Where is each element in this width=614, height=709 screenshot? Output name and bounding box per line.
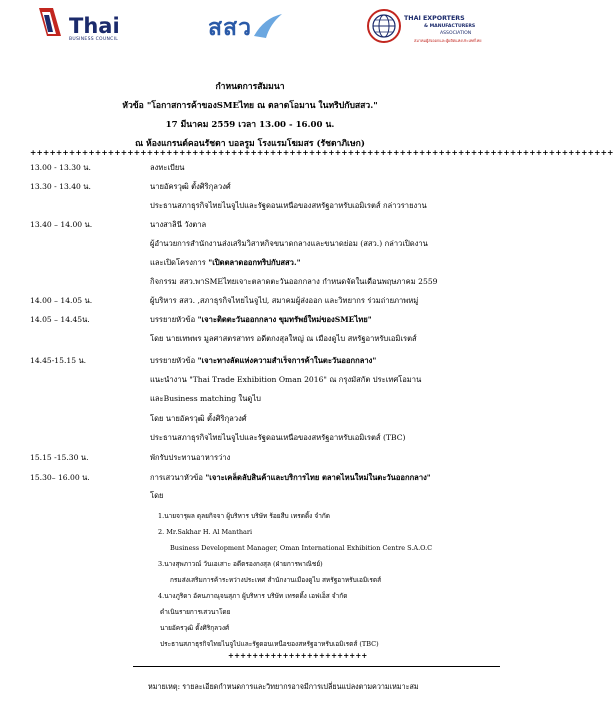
panel-item: Business Development Manager, Oman International Exhibition Centre S.A.O.C [170,544,433,552]
agenda-desc-text: บรรยายหัวข้อ [150,315,196,324]
agenda-time: 13.00 - 13.30 น. [30,163,91,172]
agenda-desc: ประธานสภาธุรกิจไทยไนจูไปและรัฐดอนเหนือของสหรัฐอาหรับเอมิเรตส์ (TBC) [150,433,406,442]
te-line2: & MANUFACTURERS [424,24,476,29]
agenda-time: 13.40 – 14.00 น. [30,220,93,229]
agenda-desc-bold: "เจาะทางลัดแห่งความสำเร็จการค้าในตะวันออกกลาง" [197,356,377,365]
title-line-3: 17 มีนาคม 2559 เวลา 13.00 - 16.00 น. [165,120,335,130]
agenda-desc-text: ณ กรุงมัสกัต ประเทศโอมาน [329,375,422,384]
agenda-desc: โดย นายอัครวุฒิ ตั้งศิริกุลวงศ์ [150,414,247,423]
thai-business-council-logo [35,6,155,46]
panel-item: นายอัครวุฒิ ตั้งศิริกุลวงศ์ [160,624,230,632]
agenda-time: 15.15 -15.30 น. [30,453,89,462]
panel-item: 2. Mr.Sakhar H. Al Manthari [158,528,253,536]
agenda-desc: โดย [150,491,164,500]
thai-logo-subtitle: BUSINESS COUNCIL [69,37,119,42]
agenda-time: 14.45-15.15 น. [30,356,87,365]
agenda-time: 15.30– 16.00 น. [30,473,90,482]
osmep-wordmark: สสว [208,15,252,41]
agenda-desc-text: การเสวนาหัวข้อ [150,473,203,482]
te-line4: สมาคมผู้ส่งออกและผู้ผลิตแห่งประเทศไทย [414,38,482,43]
title-line-4: ณ ห้องแกรนด์คอนรัชดา บอลรูม โรงแรมโฆมสร (รัชดาภิเษก) [135,139,365,149]
footer-divider [133,666,500,667]
agenda-desc-bold: "เปิดตลาดออกทริปกับสสว." [208,258,301,267]
panel-item: 4.นางภูริดา อัคนภาณุจนสุภา ผู้บริหาร บริษัท เทรดดิ้ง เอฟเอ็ส จำกัด [158,592,348,600]
agenda-time: 14.05 – 14.45น. [30,315,90,324]
agenda-desc: นายอัครวุฒิ ตั้งศิริกุลวงศ์ [150,182,231,191]
agenda-desc: ประธานสภาธุรกิจไทยไนจูไปและรัฐดอนเหนือของสหรัฐอาหรับเอมิเรตส์ กล่าวรายงาน [150,201,427,210]
globe-icon [366,8,402,44]
agenda-time: 14.00 – 14.05 น. [30,296,93,305]
panel-item: 1.นายจารุผล ดุลยกิจจา ผู้บริหาร บริษัท ร้อยสืบ เทรดดิ้ง จำกัด [158,512,331,520]
agenda-desc-text: บรรยายหัวข้อ [150,356,196,365]
logo-header [0,0,500,75]
thai-exporters-logo [366,8,498,60]
agenda-desc-text: แนะนำงาน [150,375,187,384]
agenda-time: 13.30 - 13.40 น. [30,182,91,191]
agenda-desc: กิจกรรม สสว.พาSMEไทยเจาะตลาดตะวันออกกลาง กำหนดจัดในเดือนพฤษภาคม 2559 [150,277,438,286]
panel-item: กรมส่งเสริมการค้าระหว่างประเทศ สำนักงานเมืองดูไบ สหรัฐอาหรับเอมิเรตส์ [170,576,382,584]
flag-ribbon-icon [35,6,63,40]
swoosh-icon [252,12,284,40]
title-line-1: กำหนดการสัมมนา [215,82,285,92]
agenda-desc: และBusiness matching ในดูไบ [150,394,262,403]
agenda-desc: ผู้อำนวยการสำนักงานส่งเสริมวิสาหกิจขนาดกลางและขนาดย่อม (สสว.) กล่าวเปิดงาน [150,239,428,248]
agenda-desc [150,472,431,484]
agenda-desc [150,314,372,326]
thai-wordmark: Thai [69,14,120,38]
agenda-desc: โดย นายเทพพร มูลศาสตรสาทร อดีตกงสุลใหญ่ ณ เมืองดูไบ สหรัฐอาหรับเอมิเรตส์ [150,334,417,343]
te-line3: ASSOCIATION [440,31,472,36]
panel-item: ดำเนินรายการเสวนาโดย [160,608,231,616]
agenda-desc: พักรับประทานอาหารว่าง [150,453,231,462]
event-name: "Thai Trade Exhibition Oman 2016" [189,375,327,384]
star-divider-footer: +++++++++++++++++++++++ [228,651,368,660]
panel-item: ประธานสภาธุรกิจไทยไนจูไปและรัฐดอนเหนือของสหรัฐอาหรับเอมิเรตส์ (TBC) [160,640,379,648]
te-line1: THAI EXPORTERS [404,15,465,22]
agenda-desc: นางสาลินี วังตาล [150,220,207,229]
agenda-desc [150,374,421,386]
panel-item: 3.นางสุพภาวณ์ วันเอเสาะ อดีตรองกงสุล (ฝ่ายการพาณิชย์) [158,560,323,568]
agenda-desc-bold: "เจาะเคล็ดลับสินค้าและบริการไทย ตลาดไหนใหม่ในตะวันออกกลาง" [205,473,431,482]
document-title-block [0,78,500,154]
agenda-desc-text: และเปิดโครงการ [150,258,206,267]
title-line-2: หัวข้อ "โอกาสการค้าของSMEไทย ณ ตลาดโอมาน ในทริปกับสสว." [122,101,378,111]
agenda-desc-bold: "เจาะติดตะวันออกกลาง ขุมทรัพย์ใหม่ของSMEไทย" [197,315,372,324]
agenda-desc: ลงทะเบียน [150,163,185,172]
agenda-desc [150,355,376,367]
osmep-logo [204,10,294,42]
footnote: หมายเหตุ: รายละเอียดกำหนดการและวิทยากรอาจมีการเปลี่ยนแปลงตามความเหมาะสม [148,682,419,691]
agenda-desc: ผู้บริหาร สสว. ,สภาธุรกิจไทยไนจูไป, สมาคมผู้ส่งออก และวิทยากร ร่วมถ่ายภาพหมู่ [150,296,419,305]
star-divider: ++++++++++++++++++++++++++++++++++++++++++++++++++++++++++++++++++++++++++++++++++++++++++ [30,148,614,157]
agenda-desc [150,257,301,269]
